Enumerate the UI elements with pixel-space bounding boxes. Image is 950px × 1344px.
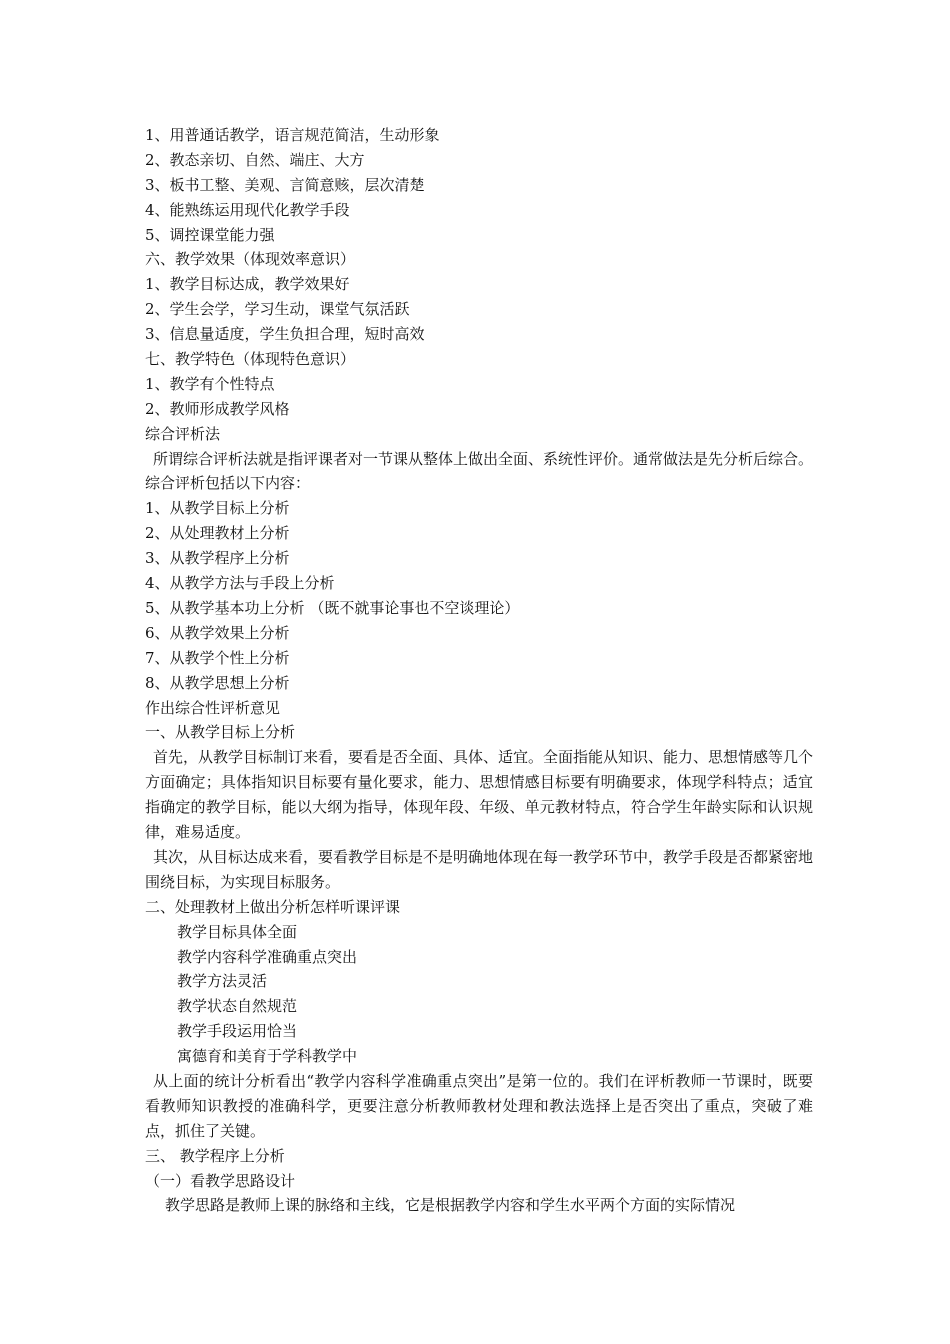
list-item: 教学目标具体全面: [177, 922, 298, 941]
text-line: 7、从教学个性上分析: [145, 648, 290, 667]
section-heading: 二、处理教材上做出分析怎样听课评课: [145, 897, 401, 916]
text-line: 4、能熟练运用现代化教学手段: [145, 200, 350, 219]
text-line: 2、从处理教材上分析: [145, 524, 290, 543]
text-line: 3、板书工整、美观、言简意赅，层次清楚: [145, 175, 425, 194]
text-line: 作出综合性评析意见: [145, 698, 281, 717]
text-line: 1、教学目标达成，教学效果好: [145, 275, 350, 294]
section-heading: 综合评析法: [145, 424, 221, 443]
text-line: 2、教师形成教学风格: [145, 399, 290, 418]
list-item: 寓德育和美育于学科教学中: [177, 1047, 358, 1066]
section-heading: 六、教学效果（体现效率意识）: [145, 250, 356, 269]
text-line: 5、从教学基本功上分析 （既不就事论事也不空谈理论）: [145, 598, 520, 617]
list-item: 教学方法灵活: [177, 972, 268, 991]
text-line: 1、教学有个性特点: [145, 374, 275, 393]
text-line: 6、从教学效果上分析: [145, 623, 290, 642]
text-line: 1、用普通话教学，语言规范简洁，生动形象: [145, 126, 440, 144]
text-line: 4、从教学方法与手段上分析: [145, 574, 335, 593]
list-item: 教学状态自然规范: [177, 997, 298, 1016]
subsection-heading: （一）看教学思路设计: [145, 1171, 296, 1190]
text-line: 8、从教学思想上分析: [145, 673, 290, 692]
text-line: 教学思路是教师上课的脉络和主线，它是根据教学内容和学生水平两个方面的实际情况: [165, 1196, 736, 1215]
text-line: 2、教态亲切、自然、端庄、大方: [145, 150, 365, 169]
text-line: 3、从教学程序上分析: [145, 549, 290, 568]
text-line: 5、调控课堂能力强: [145, 225, 275, 244]
text-line: 1、从教学目标上分析: [145, 499, 290, 518]
text-line: 3、信息量适度，学生负担合理，短时高效: [145, 325, 425, 344]
text-line: 2、学生会学，学习生动，课堂气氛活跃: [145, 300, 410, 319]
intro-paragraph: 所谓综合评析法就是指评课者对一节课从整体上做出全面、系统性评价。通常做法是先分析后综合。综合评析包括以下内容：: [145, 449, 814, 493]
list-item: 教学手段运用恰当: [177, 1022, 298, 1041]
list-item: 教学内容科学准确重点突出: [177, 947, 358, 966]
section-heading: 一、从教学目标上分析: [145, 723, 296, 742]
body-paragraph: 其次，从目标达成来看，要看教学目标是不是明确地体现在每一教学环节中，教学手段是否都紧密地围绕目标，为实现目标服务。: [145, 847, 814, 891]
section-heading: 三、 教学程序上分析: [145, 1146, 285, 1165]
body-paragraph: 从上面的统计分析看出“教学内容科学准确重点突出”是第一位的。我们在评析教师一节课时，既要看教师知识教授的准确科学，更要注意分析教师教材处理和教法选择上是否突出了重点，突破了难点，抓住了关键。: [145, 1071, 813, 1140]
section-heading: 七、教学特色（体现特色意识）: [145, 350, 356, 369]
body-paragraph: 首先，从教学目标制订来看，要看是否全面、具体、适宜。全面指能从知识、能力、思想情感等几个方面确定；具体指知识目标要有量化要求，能力、思想情感目标要有明确要求，体现学科特点；适宜指确定的教学目标，能以大纲为指导，体现年段、年级、单元教材特点，符合学生年龄实际和认识规律，难易适度。: [145, 748, 814, 842]
document-page: [145, 123, 813, 1218]
